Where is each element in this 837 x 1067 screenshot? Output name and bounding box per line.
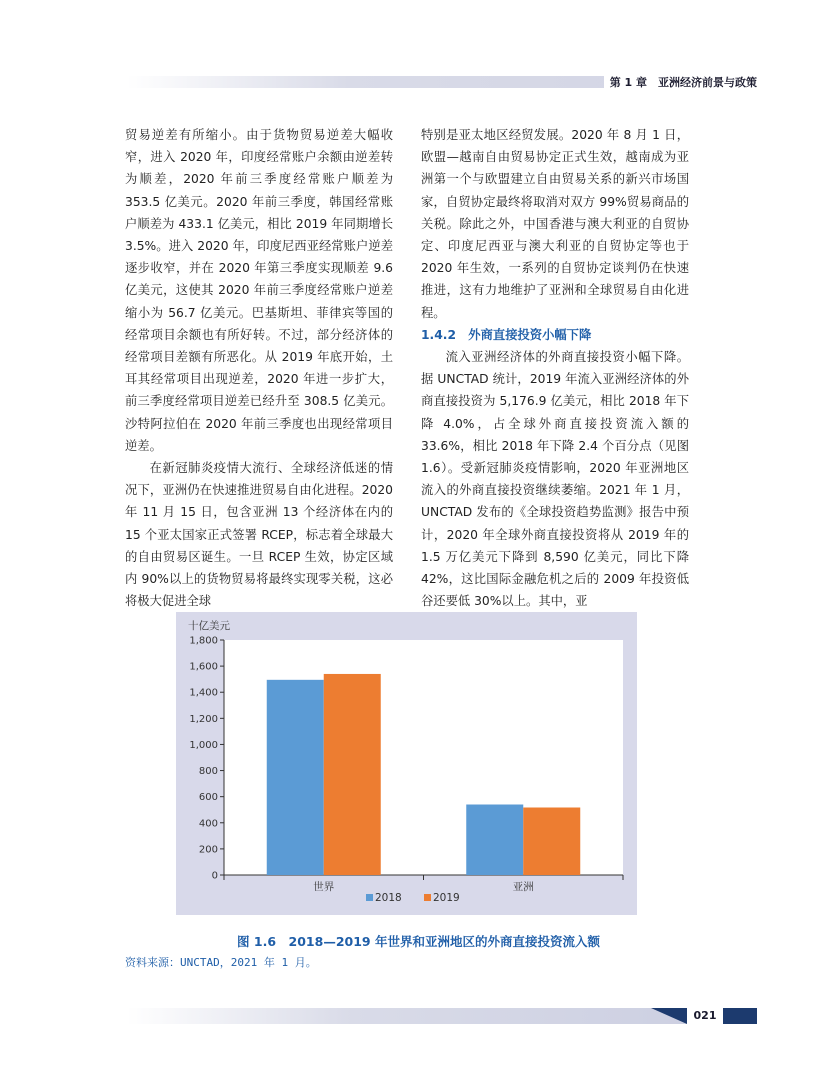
y-tick-label: 0 [211,870,218,882]
bar-chart [176,612,637,915]
chapter-header: 第 1 章 亚洲经济前景与政策 [604,74,757,90]
legend-label: 2018 [375,892,402,904]
bar-2019-0 [324,674,381,875]
y-tick-label: 200 [198,844,218,856]
figure-caption: 图 1.6 2018—2019 年世界和亚洲地区的外商直接投资流入额 [237,934,600,949]
footer-wedge [651,1008,687,1024]
left-column [125,124,393,612]
section-heading: 1.4.2 外商直接投资小幅下降 [421,327,592,342]
x-tick-label: 世界 [313,881,335,893]
paragraph: 特别是亚太地区经贸发展。2020 年 8 月 1 日，欧盟—越南自由贸易协定正式生效，越南成为亚洲第一个与欧盟建立自由贸易关系的新兴市场国家，自贸协定最终将取消对双方 99%贸易商品的关税。除此之外，中国香港与澳大利亚的自贸协定、印度尼西亚与澳大利亚的自贸协定等也于 2020 年生效，一系列的自贸协定谈判仍在快速推进，这有力地维护了亚洲和全球贸易自由化进程。 [421,128,689,320]
footer-bar [127,1008,687,1024]
y-tick-label: 1,000 [189,739,218,751]
paragraph: 贸易逆差有所缩小。由于货物贸易逆差大幅收窄，进入 2020 年，印度经常账户余额由逆差转为顺差，2020 年前三季度经常账户顺差为 353.5 亿美元。2020 年前三季度，韩国经常账户顺差为 433.1 亿美元，相比 2019 年同期增长 3.5%。进入 2020 年，印度尼西亚经常账户逆差逐步收窄，并在 2020 年第三季度实现顺差 9.6 亿美元，这使其 2020 年前三季度经常账户逆差缩小为 56.7 亿美元。巴基斯坦、菲律宾等国的经常项目余额也有所好转。不过，部分经济体的经常项目差额有所恶化。从 2019 年底开始，土耳其经常项目出现逆差，2020 年进一步扩大，前三季度经常项目逆差已经升至 308.5 亿美元。沙特阿拉伯在 2020 年前三季度也出现经常项目逆差。 [125,128,393,453]
bar-2018-0 [267,680,324,875]
y-tick-label: 1,400 [189,687,218,699]
right-column [421,124,689,612]
y-axis-label: 十亿美元 [188,620,230,632]
legend-swatch-2019 [424,894,431,901]
footer-tail [723,1008,757,1024]
y-tick-label: 600 [198,792,218,804]
x-tick-label: 亚洲 [512,881,534,893]
y-tick-label: 1,800 [189,635,218,647]
y-tick-label: 400 [198,818,218,830]
legend-label: 2019 [433,892,460,904]
legend-swatch-2018 [366,894,373,901]
y-tick-label: 1,600 [189,661,218,673]
bar-2018-1 [466,805,523,876]
page-number: 021 [687,1008,723,1024]
bar-2019-1 [523,808,580,875]
chart-svg [176,612,637,915]
paragraph: 流入亚洲经济体的外商直接投资小幅下降。据 UNCTAD 统计，2019 年流入亚洲经济体的外商直接投资为 5,176.9 亿美元，相比 2018 年下降 4.0%，占全球外商直接投资流入额的 33.6%，相比 2018 年下降 2.4 个百分点（见图 1.6）。受新冠肺炎疫情影响，2020 年亚洲地区流入的外商直接投资继续萎缩。2021 年 1 月，UNCTAD 发布的《全球投资趋势监测》报告中预计，2020 年全球外商直接投资将从 2019 年的 1.5 万亿美元下降到 8,590 亿美元，同比下降 42%，这比国际金融危机之后的 2009 年投资低谷还要低 30%以上。其中，亚 [421,350,689,609]
y-tick-label: 800 [198,766,218,778]
figure-source: 资料来源：UNCTAD，2021 年 1 月。 [125,956,317,969]
paragraph: 在新冠肺炎疫情大流行、全球经济低迷的情况下，亚洲仍在快速推进贸易自由化进程。2020 年 11 月 15 日，包含亚洲 13 个经济体在内的 15 个亚太国家正式签署 RCEP，标志着全球最大的自由贸易区诞生。一旦 RCEP 生效，协定区域内 90%以上的货物贸易将最终实现零关税，这必将极大促进全球 [125,461,393,609]
y-tick-label: 1,200 [189,713,218,725]
